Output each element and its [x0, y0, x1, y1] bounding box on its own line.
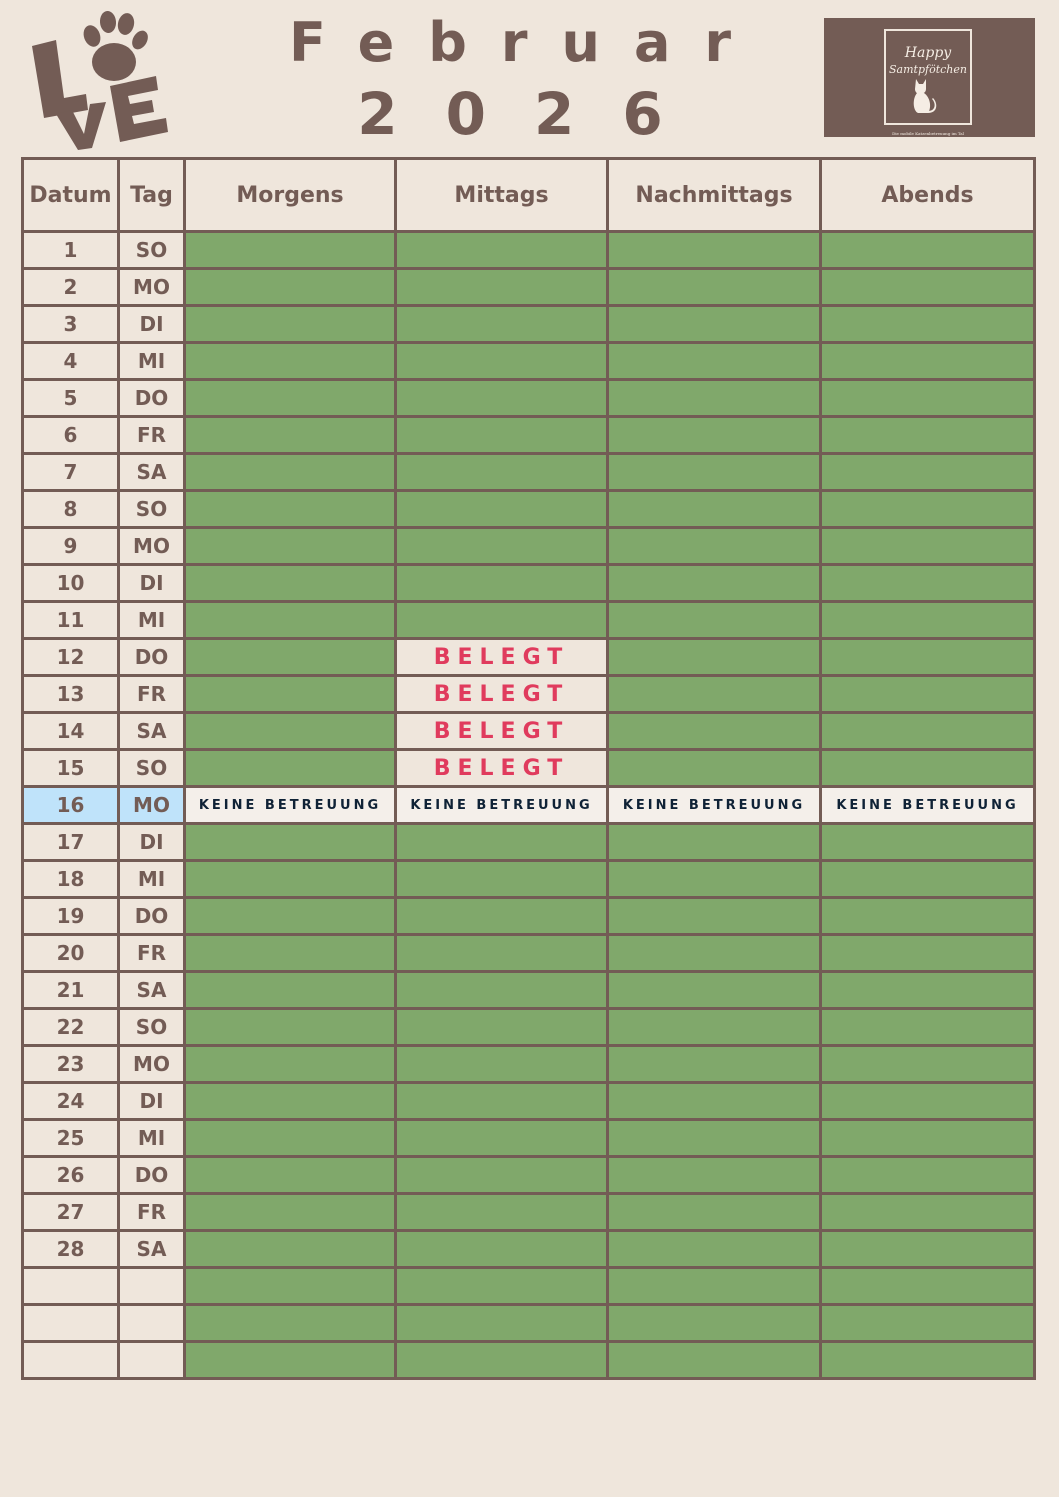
table-row	[23, 861, 1035, 898]
table-row	[23, 528, 1035, 565]
date-cell: 27	[23, 1194, 119, 1231]
slot-mittags[interactable]	[396, 824, 608, 861]
col-header-datum: Datum	[23, 159, 119, 232]
slot-mittags[interactable]	[396, 1342, 608, 1379]
date-cell	[23, 1342, 119, 1379]
slot-nachmittags[interactable]	[608, 565, 821, 602]
slot-morgens[interactable]	[185, 343, 396, 380]
slot-nachmittags[interactable]	[608, 1009, 821, 1046]
day-cell: DI	[119, 1083, 185, 1120]
calendar-table	[21, 157, 1036, 1380]
slot-abends[interactable]	[821, 454, 1035, 491]
slot-mittags[interactable]	[396, 565, 608, 602]
brand-line1: Happy	[904, 45, 952, 61]
slot-abends[interactable]	[821, 269, 1035, 306]
brand-line2: Samtpfötchen	[889, 63, 967, 76]
slot-abends[interactable]	[821, 1342, 1035, 1379]
day-cell: MO	[119, 1046, 185, 1083]
slot-mittags[interactable]: BELEGT	[396, 713, 608, 750]
slot-morgens[interactable]	[185, 454, 396, 491]
slot-abends[interactable]	[821, 972, 1035, 1009]
slot-abends[interactable]: KEINE BETREUUNG	[821, 787, 1035, 824]
brand-name	[886, 45, 970, 78]
cat-icon	[908, 77, 938, 115]
table-row	[23, 491, 1035, 528]
day-cell: SA	[119, 1231, 185, 1268]
slot-morgens[interactable]	[185, 861, 396, 898]
slot-nachmittags[interactable]	[608, 1268, 821, 1305]
slot-nachmittags[interactable]	[608, 972, 821, 1009]
slot-morgens[interactable]	[185, 824, 396, 861]
slot-abends[interactable]	[821, 343, 1035, 380]
slot-abends[interactable]	[821, 861, 1035, 898]
slot-nachmittags[interactable]	[608, 898, 821, 935]
slot-abends[interactable]	[821, 935, 1035, 972]
slot-morgens[interactable]	[185, 1342, 396, 1379]
year-title: 2026	[357, 80, 711, 148]
day-cell: DO	[119, 898, 185, 935]
slot-mittags[interactable]	[396, 1157, 608, 1194]
date-cell: 26	[23, 1157, 119, 1194]
slot-morgens[interactable]	[185, 602, 396, 639]
table-row	[23, 602, 1035, 639]
table-row	[23, 417, 1035, 454]
slot-abends[interactable]	[821, 713, 1035, 750]
date-cell: 24	[23, 1083, 119, 1120]
slot-morgens[interactable]	[185, 232, 396, 269]
day-cell: DO	[119, 380, 185, 417]
slot-mittags[interactable]	[396, 380, 608, 417]
slot-abends[interactable]	[821, 306, 1035, 343]
slot-abends[interactable]	[821, 528, 1035, 565]
slot-nachmittags[interactable]	[608, 343, 821, 380]
slot-abends[interactable]	[821, 565, 1035, 602]
date-cell: 2	[23, 269, 119, 306]
date-cell: 23	[23, 1046, 119, 1083]
slot-mittags[interactable]	[396, 491, 608, 528]
day-cell: MI	[119, 1120, 185, 1157]
slot-nachmittags[interactable]	[608, 713, 821, 750]
slot-nachmittags[interactable]	[608, 1231, 821, 1268]
slot-morgens[interactable]	[185, 380, 396, 417]
slot-abends[interactable]	[821, 380, 1035, 417]
table-row	[23, 306, 1035, 343]
table-row	[23, 639, 1035, 676]
slot-nachmittags[interactable]	[608, 824, 821, 861]
slot-abends[interactable]	[821, 1009, 1035, 1046]
slot-nachmittags[interactable]	[608, 676, 821, 713]
slot-mittags[interactable]	[396, 1009, 608, 1046]
slot-morgens[interactable]	[185, 1120, 396, 1157]
logo-frame	[884, 29, 972, 136]
slot-morgens[interactable]	[185, 1231, 396, 1268]
table-row	[23, 1083, 1035, 1120]
day-cell: DO	[119, 639, 185, 676]
slot-mittags[interactable]	[396, 1305, 608, 1342]
slot-abends[interactable]	[821, 1194, 1035, 1231]
day-cell: MO	[119, 528, 185, 565]
slot-nachmittags[interactable]	[608, 1083, 821, 1120]
day-cell: FR	[119, 1194, 185, 1231]
col-header-tag: Tag	[119, 159, 185, 232]
slot-abends[interactable]	[821, 1083, 1035, 1120]
date-cell: 19	[23, 898, 119, 935]
day-cell: FR	[119, 417, 185, 454]
slot-abends[interactable]	[821, 417, 1035, 454]
date-cell: 17	[23, 824, 119, 861]
date-cell: 7	[23, 454, 119, 491]
table-row	[23, 1268, 1035, 1305]
date-cell: 13	[23, 676, 119, 713]
calendar-body	[23, 232, 1035, 1379]
slot-morgens[interactable]	[185, 1157, 396, 1194]
love-paw-logo	[26, 6, 172, 152]
slot-mittags[interactable]: BELEGT	[396, 639, 608, 676]
slot-abends[interactable]	[821, 639, 1035, 676]
slot-mittags[interactable]	[396, 454, 608, 491]
col-header-mittags: Mittags	[396, 159, 608, 232]
slot-mittags[interactable]	[396, 269, 608, 306]
table-row	[23, 269, 1035, 306]
slot-abends[interactable]	[821, 824, 1035, 861]
date-cell: 21	[23, 972, 119, 1009]
col-header-nachmittags: Nachmittags	[608, 159, 821, 232]
table-row	[23, 935, 1035, 972]
date-cell: 1	[23, 232, 119, 269]
date-cell: 18	[23, 861, 119, 898]
table-row	[23, 713, 1035, 750]
day-cell: FR	[119, 676, 185, 713]
day-cell	[119, 1305, 185, 1342]
slot-nachmittags[interactable]	[608, 861, 821, 898]
table-row	[23, 1120, 1035, 1157]
slot-morgens[interactable]	[185, 1083, 396, 1120]
slot-morgens[interactable]	[185, 1046, 396, 1083]
slot-morgens[interactable]	[185, 750, 396, 787]
col-header-abends: Abends	[821, 159, 1035, 232]
day-cell: SO	[119, 232, 185, 269]
day-cell	[119, 1268, 185, 1305]
date-cell: 8	[23, 491, 119, 528]
slot-nachmittags[interactable]	[608, 1120, 821, 1157]
date-cell: 20	[23, 935, 119, 972]
table-row	[23, 750, 1035, 787]
slot-nachmittags[interactable]	[608, 639, 821, 676]
day-cell: MO	[119, 787, 185, 824]
slot-abends[interactable]	[821, 602, 1035, 639]
day-cell: MO	[119, 269, 185, 306]
slot-abends[interactable]	[821, 1231, 1035, 1268]
slot-mittags[interactable]: BELEGT	[396, 750, 608, 787]
day-cell: DI	[119, 565, 185, 602]
slot-mittags[interactable]	[396, 898, 608, 935]
date-cell: 4	[23, 343, 119, 380]
slot-nachmittags[interactable]	[608, 417, 821, 454]
slot-nachmittags[interactable]	[608, 750, 821, 787]
date-cell: 22	[23, 1009, 119, 1046]
slot-morgens[interactable]	[185, 565, 396, 602]
date-cell: 15	[23, 750, 119, 787]
table-row	[23, 1194, 1035, 1231]
slot-nachmittags[interactable]	[608, 454, 821, 491]
day-cell: FR	[119, 935, 185, 972]
table-row	[23, 1342, 1035, 1379]
slot-abends[interactable]	[821, 1157, 1035, 1194]
slot-mittags[interactable]	[396, 1231, 608, 1268]
table-row	[23, 1157, 1035, 1194]
slot-morgens[interactable]	[185, 1268, 396, 1305]
slot-abends[interactable]	[821, 898, 1035, 935]
slot-nachmittags[interactable]: KEINE BETREUUNG	[608, 787, 821, 824]
day-cell: SO	[119, 491, 185, 528]
table-row	[23, 824, 1035, 861]
slot-mittags[interactable]	[396, 1046, 608, 1083]
slot-nachmittags[interactable]	[608, 306, 821, 343]
title-block	[200, 8, 820, 150]
table-row	[23, 1009, 1035, 1046]
slot-nachmittags[interactable]	[608, 602, 821, 639]
date-cell	[23, 1305, 119, 1342]
date-cell	[23, 1268, 119, 1305]
slot-morgens[interactable]	[185, 417, 396, 454]
date-cell: 28	[23, 1231, 119, 1268]
day-cell: SA	[119, 972, 185, 1009]
slot-nachmittags[interactable]	[608, 491, 821, 528]
day-cell	[119, 1342, 185, 1379]
slot-morgens[interactable]	[185, 1194, 396, 1231]
slot-mittags[interactable]	[396, 1268, 608, 1305]
slot-morgens[interactable]	[185, 935, 396, 972]
slot-mittags[interactable]	[396, 528, 608, 565]
slot-morgens[interactable]	[185, 491, 396, 528]
slot-nachmittags[interactable]	[608, 528, 821, 565]
slot-abends[interactable]	[821, 491, 1035, 528]
date-cell: 25	[23, 1120, 119, 1157]
slot-morgens[interactable]	[185, 898, 396, 935]
slot-nachmittags[interactable]	[608, 1194, 821, 1231]
day-cell: SA	[119, 713, 185, 750]
slot-mittags[interactable]	[396, 602, 608, 639]
table-row	[23, 380, 1035, 417]
brand-logo	[824, 18, 1035, 137]
table-row	[23, 676, 1035, 713]
slot-mittags[interactable]	[396, 1120, 608, 1157]
month-title: Februar	[288, 11, 766, 74]
slot-morgens[interactable]	[185, 1009, 396, 1046]
day-cell: DO	[119, 1157, 185, 1194]
date-cell: 5	[23, 380, 119, 417]
day-cell: SO	[119, 1009, 185, 1046]
slot-mittags[interactable]	[396, 1083, 608, 1120]
slot-morgens[interactable]	[185, 676, 396, 713]
slot-mittags[interactable]: BELEGT	[396, 676, 608, 713]
table-row	[23, 898, 1035, 935]
slot-abends[interactable]	[821, 1046, 1035, 1083]
date-cell: 3	[23, 306, 119, 343]
slot-nachmittags[interactable]	[608, 1305, 821, 1342]
table-row	[23, 454, 1035, 491]
slot-mittags[interactable]	[396, 861, 608, 898]
slot-mittags[interactable]	[396, 972, 608, 1009]
table-row	[23, 1231, 1035, 1268]
day-cell: DI	[119, 306, 185, 343]
table-row	[23, 787, 1035, 824]
slot-mittags[interactable]	[396, 306, 608, 343]
slot-nachmittags[interactable]	[608, 232, 821, 269]
day-cell: MI	[119, 343, 185, 380]
slot-abends[interactable]	[821, 1305, 1035, 1342]
slot-nachmittags[interactable]	[608, 1342, 821, 1379]
table-row	[23, 565, 1035, 602]
slot-abends[interactable]	[821, 750, 1035, 787]
slot-nachmittags[interactable]	[608, 380, 821, 417]
table-row	[23, 232, 1035, 269]
header-row	[23, 159, 1035, 232]
date-cell: 6	[23, 417, 119, 454]
slot-mittags[interactable]	[396, 417, 608, 454]
table-row	[23, 972, 1035, 1009]
date-cell: 11	[23, 602, 119, 639]
slot-abends[interactable]	[821, 232, 1035, 269]
slot-morgens[interactable]	[185, 972, 396, 1009]
slot-mittags[interactable]	[396, 343, 608, 380]
table-row	[23, 1305, 1035, 1342]
slot-abends[interactable]	[821, 1120, 1035, 1157]
day-cell: MI	[119, 861, 185, 898]
table-row	[23, 343, 1035, 380]
slot-morgens[interactable]	[185, 713, 396, 750]
slot-morgens[interactable]	[185, 528, 396, 565]
slot-mittags[interactable]	[396, 232, 608, 269]
day-cell: SO	[119, 750, 185, 787]
slot-morgens[interactable]	[185, 269, 396, 306]
date-cell: 14	[23, 713, 119, 750]
slot-abends[interactable]	[821, 676, 1035, 713]
slot-mittags[interactable]	[396, 1194, 608, 1231]
day-cell: SA	[119, 454, 185, 491]
slot-morgens[interactable]	[185, 639, 396, 676]
brand-tagline: Die mobile Katzenbetreuung im Tal	[892, 131, 964, 136]
col-header-morgens: Morgens	[185, 159, 396, 232]
slot-abends[interactable]	[821, 1268, 1035, 1305]
slot-morgens[interactable]	[185, 1305, 396, 1342]
table-row	[23, 1046, 1035, 1083]
day-cell: MI	[119, 602, 185, 639]
slot-mittags[interactable]: KEINE BETREUUNG	[396, 787, 608, 824]
date-cell: 9	[23, 528, 119, 565]
slot-nachmittags[interactable]	[608, 269, 821, 306]
day-cell: DI	[119, 824, 185, 861]
slot-nachmittags[interactable]	[608, 935, 821, 972]
slot-nachmittags[interactable]	[608, 1157, 821, 1194]
date-cell: 12	[23, 639, 119, 676]
slot-morgens[interactable]	[185, 306, 396, 343]
slot-nachmittags[interactable]	[608, 1046, 821, 1083]
date-cell: 16	[23, 787, 119, 824]
date-cell: 10	[23, 565, 119, 602]
slot-mittags[interactable]	[396, 935, 608, 972]
slot-morgens[interactable]: KEINE BETREUUNG	[185, 787, 396, 824]
